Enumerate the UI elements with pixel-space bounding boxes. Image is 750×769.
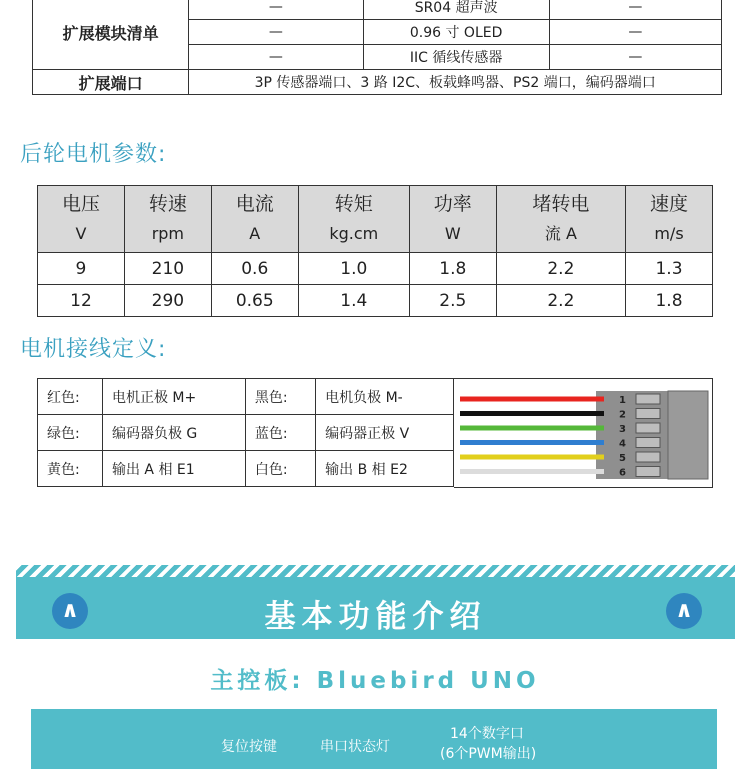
pin-slot: [636, 438, 660, 448]
motor-header-name: 电流: [235, 193, 274, 215]
motor-header-unit: kg.cm: [329, 224, 379, 243]
module-cell: IIC 循线传感器: [363, 45, 549, 70]
wire-connector-diagram: [454, 378, 713, 488]
pin-number: 5: [619, 453, 626, 464]
reset-label: 复位按键: [221, 739, 277, 755]
motor-value-cell: 2.5: [409, 285, 496, 317]
module-cell: —: [549, 20, 721, 45]
banner-title: 基本功能介绍: [264, 599, 487, 635]
wiring-table: [37, 378, 454, 487]
pin-number: 4: [619, 438, 626, 450]
motor-header-unit: 流 A: [544, 224, 577, 243]
module-cell: —: [189, 0, 363, 20]
module-cell: —: [189, 20, 363, 45]
wire-function-label: 电机正极 M+: [102, 379, 245, 415]
pwm-label: (6个PWM输出): [440, 746, 537, 762]
motor-header-cell: [626, 186, 713, 253]
pin-number: 3: [619, 424, 626, 435]
wire-color-label: 蓝色:: [245, 415, 315, 451]
motor-value-cell: 2.2: [496, 285, 625, 317]
port-value: 3P 传感器端口、3 路 I2C、板载蜂鸣器、PS2 端口，编码器端口: [189, 70, 722, 95]
motor-header-cell: [496, 186, 625, 253]
motor-section-title: 后轮电机参数:: [20, 142, 167, 167]
board-title: 主控板: Bluebird UNO: [210, 668, 540, 694]
motor-header-unit: W: [444, 224, 461, 243]
motor-header-unit: V: [75, 224, 87, 243]
motor-value-cell: 210: [124, 253, 211, 285]
chevron-up-icon[interactable]: ∧: [52, 593, 88, 629]
wire-color-label: 绿色:: [38, 415, 103, 451]
wire-color-label: 白色:: [245, 451, 315, 487]
motor-value-cell: 1.0: [298, 253, 409, 285]
pin-number: 2: [619, 409, 626, 421]
motor-header-unit: m/s: [654, 224, 684, 243]
wire-function-label: 电机负极 M-: [316, 379, 454, 415]
motor-value-cell: 290: [124, 285, 211, 317]
wire-diagram-svg: [454, 379, 712, 489]
motor-header-cell: [298, 186, 409, 253]
motor-value-cell: 2.2: [496, 253, 625, 285]
section-banner: [16, 565, 735, 639]
motor-value-cell: 9: [38, 253, 125, 285]
module-cell: SR04 超声波: [363, 0, 549, 20]
serial-label: 串口状态灯: [320, 739, 390, 755]
wire-color-label: 红色:: [38, 379, 103, 415]
wire-color-label: 黄色:: [38, 451, 103, 487]
motor-header-cell: [211, 186, 298, 253]
motor-header-name: 堵转电: [532, 193, 590, 215]
pin-number: 1: [619, 395, 626, 406]
motor-value-cell: 1.8: [409, 253, 496, 285]
port-header: 扩展端口: [33, 70, 189, 95]
pin-slot: [636, 452, 660, 462]
digital-label: 14个数字口: [450, 726, 524, 742]
module-cell: —: [189, 45, 363, 70]
motor-header-name: 功率: [433, 193, 472, 215]
module-cell: 0.96 寸 OLED: [363, 20, 549, 45]
banner-stripes: [16, 565, 735, 577]
motor-header-name: 电压: [61, 193, 100, 215]
module-table: [32, 0, 722, 95]
wire-function-label: 输出 B 相 E2: [316, 451, 454, 487]
chevron-up-icon[interactable]: ∧: [666, 593, 702, 629]
motor-table: [37, 185, 713, 317]
module-header: 扩展模块清单: [33, 0, 189, 70]
motor-value-cell: 12: [38, 285, 125, 317]
pin-slot: [636, 394, 660, 404]
wire-function-label: 编码器正极 V: [316, 415, 454, 451]
pin-slot: [636, 467, 660, 477]
motor-header-cell: [124, 186, 211, 253]
wiring-section-title: 电机接线定义:: [20, 337, 167, 362]
motor-value-cell: 0.65: [211, 285, 298, 317]
board-image: [31, 709, 717, 769]
pin-number: 6: [619, 467, 626, 479]
motor-header-unit: A: [249, 224, 261, 243]
wire-function-label: 编码器负极 G: [102, 415, 245, 451]
motor-header-cell: [409, 186, 496, 253]
pin-slot: [636, 423, 660, 433]
motor-value-cell: 1.3: [626, 253, 713, 285]
motor-value-cell: 1.4: [298, 285, 409, 317]
motor-header-unit: rpm: [151, 224, 185, 243]
pin-slot: [636, 409, 660, 419]
connector-plug: [668, 391, 708, 479]
motor-header-cell: [38, 186, 125, 253]
wire-function-label: 输出 A 相 E1: [102, 451, 245, 487]
module-cell: —: [549, 0, 721, 20]
wire-color-label: 黑色:: [245, 379, 315, 415]
motor-header-name: 速度: [649, 193, 688, 215]
motor-header-name: 转矩: [334, 193, 373, 215]
motor-header-name: 转速: [148, 193, 187, 215]
module-cell: —: [549, 45, 721, 70]
motor-value-cell: 0.6: [211, 253, 298, 285]
motor-value-cell: 1.8: [626, 285, 713, 317]
